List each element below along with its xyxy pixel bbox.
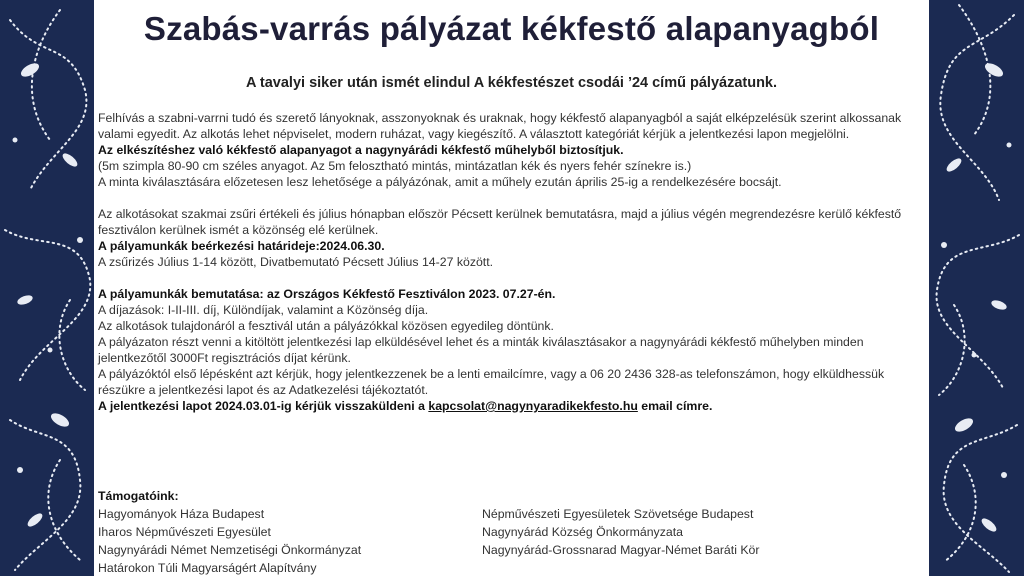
right-blueprint-pattern	[929, 0, 1024, 576]
floral-pattern-left	[0, 0, 94, 576]
sponsors-left-column	[98, 505, 482, 577]
page-subtitle: A tavalyi siker után ismét elindul A kékfestészet csodái ’24 című pályázatunk.	[245, 75, 778, 91]
fee-paragraph: A pályázaton részt venni a kitöltött jelentkezési lap elküldésével lehet és a minták kiválasztásakor a nagynyárádi kékfestő műhelyben minden jelentkezőtől 3000Ft regisztrációs díjat kérünk.	[98, 335, 864, 365]
sponsor-item: Nagynyárád Község Önkormányzata	[482, 525, 683, 539]
left-blueprint-pattern	[0, 0, 94, 576]
deadline-paragraph: A pályamunkák beérkezési határideje:2024.06.30.	[98, 239, 385, 253]
sponsor-item: Nagynyárádi Német Nemzetiségi Önkormányzat	[98, 543, 362, 557]
announcement-body	[98, 110, 928, 414]
application-text-end: email címre.	[637, 399, 713, 413]
jury-paragraph: Az alkotásokat szakmai zsűri értékeli és július hónapban először Pécsett kerülnek bemutatásra, majd a július végén megrendezésre kerülő kékfestő fesztiválon kerülnek ismét a közönség elé kerülnek.	[98, 207, 902, 237]
application-paragraph	[98, 398, 928, 414]
contact-paragraph: A pályázóktól első lépésként azt kérjük, hogy jelentkezzenek be a lenti emailcímre, vagy a 06 20 2436 328-as telefonszámon, hogy elküldhessük részükre a jelentkezési lapot és az Adatkezelési tájékoztatót.	[98, 367, 885, 397]
sponsor-item: Iharos Népművészeti Egyesület	[98, 525, 271, 539]
page-title: Szabás-varrás pályázat kékfestő alapanyagból	[143, 10, 880, 47]
sponsor-item: Népművészeti Egyesületek Szövetsége Budapest	[482, 507, 754, 521]
floral-pattern-right	[929, 0, 1024, 576]
intro-paragraph: Felhívás a szabni-varrni tudó és szerető lányoknak, asszonyoknak és uraknak, hogy kékfestő alapanyagból a saját elképzelésük szerint alkossanak valami egyedit. Az alkotás lehet népviselet, modern ruházat, vagy kiegészítő. A választott kategóriát kérjük a jelentkezési lapon megjelölni.	[98, 111, 902, 141]
jury-dates: A zsűrizés Július 1-14 között, Divatbemutató Pécsett Július 14-27 között.	[98, 255, 494, 269]
ownership-paragraph: Az alkotások tulajdonáról a fesztivál után a pályázókkal közösen egyedileg döntünk.	[98, 319, 554, 333]
awards-paragraph: A díjazások: I-II-III. díj, Különdíjak, valamint a Közönség díja.	[98, 303, 429, 317]
presentation-paragraph: A pályamunkák bemutatása: az Országos Kékfestő Fesztiválon 2023. 07.27-én.	[98, 287, 556, 301]
material-details: (5m szimpla 80-90 cm széles anyagot. Az 5m felosztható mintás, mintázatlan kék és nyers fehér színekre is.)	[98, 159, 692, 173]
sponsors-right-column	[482, 505, 759, 577]
sponsors-heading: Támogatóink:	[98, 489, 179, 503]
material-paragraph: Az elkészítéshez való kékfestő alapanyagot a nagynyárádi kékfestő műhelyből biztosítjuk.	[98, 143, 624, 157]
sponsor-item: Hagyományok Háza Budapest	[98, 507, 265, 521]
email-link[interactable]: kapcsolat@nagynyaradikekfesto.hu	[428, 399, 638, 413]
sponsor-item: Nagynyárád-Grossnarad Magyar-Német Baráti Kör	[482, 543, 760, 557]
application-text: A jelentkezési lapot 2024.03.01-ig kérjük visszaküldeni a	[98, 399, 429, 413]
announcement-content	[94, 0, 929, 576]
sponsor-item: Határokon Túli Magyarságért Alapítvány	[98, 561, 317, 575]
sponsors-section	[98, 487, 928, 577]
pattern-selection: A minta kiválasztására előzetesen lesz lehetősége a pályázónak, amit a műhely ezután április 25-ig a rendelkezésére bocsájt.	[98, 175, 782, 189]
